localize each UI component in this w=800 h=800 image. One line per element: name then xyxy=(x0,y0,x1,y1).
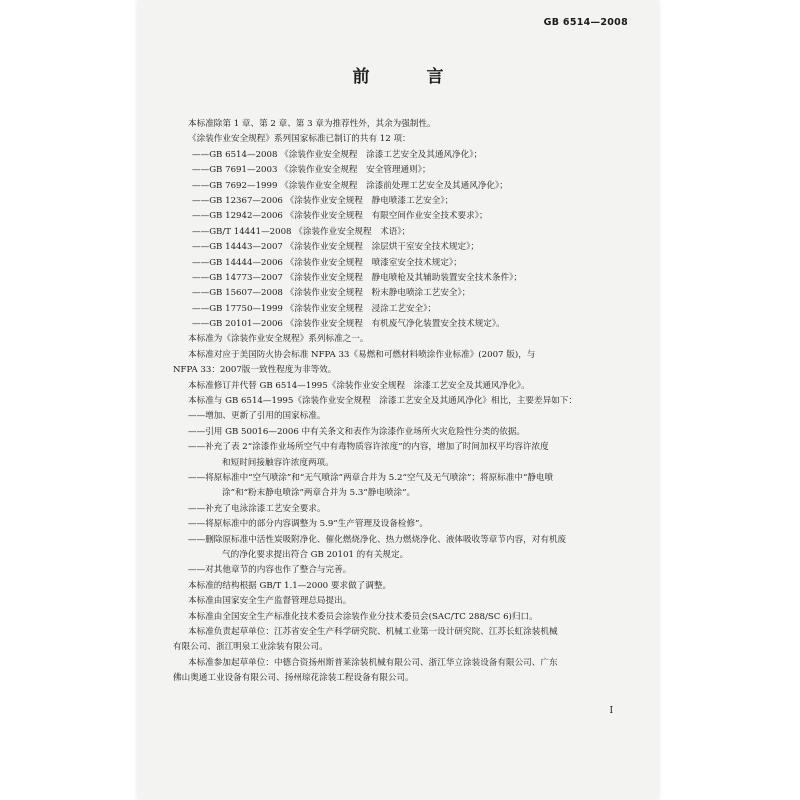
text-line: ——GB 14444—2006 《涂装作业安全规程 喷漆室安全技术规定》； xyxy=(192,257,462,268)
standard-code: GB 6514—2008 xyxy=(543,17,628,28)
text-line: ——GB 7692—1999 《涂装作业安全规程 涂漆前处理工艺安全及其通风净化》； xyxy=(192,180,508,191)
text-line: ——补充了表 2“涂漆作业场所空气中有毒物质容许浓度”的内容，增加了时间加权平均容许浓度 xyxy=(188,442,549,453)
text-line: 本标准的结构根据 GB/T 1.1—2000 要求做了调整。 xyxy=(188,580,392,591)
text-line: 气的净化要求提出符合 GB 20101 的有关规定。 xyxy=(222,549,409,560)
text-line: ——GB 12367—2006 《涂装作业安全规程 静电喷漆工艺安全》； xyxy=(192,195,454,206)
page-number: I xyxy=(609,706,613,716)
text-line: ——GB 7691—2003 《涂装作业安全规程 安全管理通则》； xyxy=(192,165,431,176)
text-line: ——GB 15607—2008 《涂装作业安全规程 粉末静电喷涂工艺安全》； xyxy=(192,288,471,299)
text-line: 佛山奥通工业设备有限公司、扬州琼花涂装工程设备有限公司。 xyxy=(173,673,414,684)
text-line: 本标准为《涂装作业安全规程》系列标准之一。 xyxy=(188,334,369,345)
text-line: ——GB 14773—2007 《涂装作业安全规程 静电喷枪及其辅助装置安全技术条件》； xyxy=(192,272,522,283)
text-line: ——GB 12942—2006 《涂装作业安全规程 有限空间作业安全技术要求》； xyxy=(192,211,488,222)
text-line: 涂”和“粉末静电喷涂”两章合并为 5.3“静电喷涂”。 xyxy=(222,488,416,499)
text-line: ——删除原标准中活性炭吸附净化、催化燃烧净化、热力燃烧净化、液体吸收等章节内容，对有机废 xyxy=(188,534,567,545)
text-line: 本标准由国家安全生产监督管理总局提出。 xyxy=(188,596,352,607)
text-line: ——引用 GB 50016—2006 中有关条文和表作为涂漆作业场所火灾危险性分类的依据。 xyxy=(188,426,525,437)
text-line: ——GB 6514—2008 《涂装作业安全规程 涂漆工艺安全及其通风净化》； xyxy=(192,149,483,160)
document-page xyxy=(138,0,658,800)
text-line: 本标准对应于美国防火协会标准 NFPA 33《易燃和可燃材料喷涂作业标准》(2007 版)，与 xyxy=(188,349,536,360)
text-line: ——将原标准中的部分内容调整为 5.9“生产管理及设备检修”。 xyxy=(188,519,429,530)
text-line: NFPA 33：2007版一致性程度为非等效。 xyxy=(173,365,337,376)
text-line: 本标准与 GB 6514—1995《涂装作业安全规程 涂漆工艺安全及其通风净化》相比，主要差异如下： xyxy=(188,396,577,407)
text-line: ——对其他章节的内容也作了整合与完善。 xyxy=(188,565,352,576)
text-line: ——GB 14443—2007 《涂装作业安全规程 涂层烘干室安全技术规定》； xyxy=(192,242,479,253)
text-line: ——增加、更新了引用的国家标准。 xyxy=(188,411,326,422)
text-line: 本标准参加起草单位：中德合资扬州斯普莱涂装机械有限公司、浙江华立涂装设备有限公司、广东 xyxy=(188,657,558,668)
text-line: ——GB 17750—1999 《涂装作业安全规程 浸涂工艺安全》； xyxy=(192,303,437,314)
text-line: 有限公司、浙江明泉工业涂装有限公司。 xyxy=(173,642,328,653)
text-line: ——GB 20101—2006 《涂装作业安全规程 有机废气净化装置安全技术规定》。 xyxy=(192,319,505,330)
text-line: 本标准修订并代替 GB 6514—1995《涂装作业安全规程 涂漆工艺安全及其通风净化》。 xyxy=(188,380,530,391)
foreword-body xyxy=(173,117,618,686)
text-line: ——GB/T 14441—2008 《涂装作业安全规程 术语》； xyxy=(192,226,411,237)
text-line: 本标准除第 1 章、第 2 章、第 3 章为推荐性外，其余为强制性。 xyxy=(188,119,436,129)
text-line: 本标准负责起草单位：江苏省安全生产科学研究院、机械工业第一设计研究院、江苏长虹涂装机械 xyxy=(188,626,558,637)
text-line: ——补充了电泳涂漆工艺安全要求。 xyxy=(188,503,326,514)
text-line: 《涂装作业安全规程》系列国家标准已制订的共有 12 项： xyxy=(188,134,411,145)
text-line: 和短时间接触容许浓度两项。 xyxy=(222,457,334,468)
text-line: 本标准由全国安全生产标准化技术委员会涂装作业分技术委员会(SAC/TC 288/SC 6)归口。 xyxy=(188,611,538,622)
page-title: 前 言 xyxy=(352,67,464,87)
text-line: ——将原标准中“空气喷涂”和“无气喷涂”两章合并为 5.2“空气及无气喷涂”；将原标准中“静电喷 xyxy=(188,472,554,483)
